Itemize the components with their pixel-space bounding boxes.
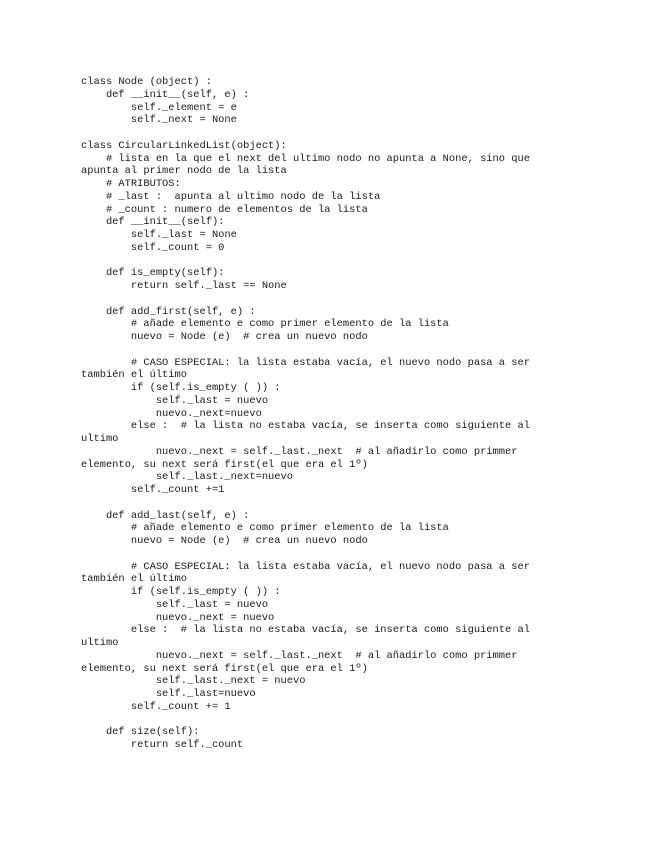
code-line: # ATRIBUTOS: [81, 178, 181, 190]
code-line: self._last = nuevo [81, 394, 269, 407]
code-line: nuevo._next = self._last._next # al añadirlo como primmer [81, 445, 518, 458]
code-line: self._last._next = nuevo [81, 675, 306, 688]
code-line: # _count : numero de elementos de la lista [81, 203, 368, 216]
code-line: elemento, su next será first(el que era el 1º) [81, 662, 368, 675]
code-line: también el último [81, 573, 188, 586]
code-line: self._last = nuevo [81, 598, 269, 611]
code-line: # añade elemento e como primer elemento de la lista [81, 522, 449, 535]
code-listing [81, 76, 581, 752]
code-line: apunta al primer nodo de la lista [81, 165, 287, 178]
code-line: ultimo [81, 433, 119, 445]
code-line: self._element = e [81, 101, 237, 114]
code-line: if (self.is_empty ( )) : [81, 586, 281, 598]
code-line: def __init__(self, e) : [81, 88, 250, 101]
code-line: # lista en la que el next del ultimo nodo no apunta a None, sino que [81, 152, 530, 165]
code-line: también el último [81, 369, 188, 382]
code-line: class CircularLinkedList(object): [81, 139, 287, 152]
blank-line [81, 127, 581, 140]
code-line: self._last = None [81, 229, 237, 241]
code-line: nuevo._next=nuevo [81, 407, 262, 420]
code-line: def size(self): [81, 726, 200, 739]
code-line: self._last=nuevo [81, 688, 256, 700]
code-line: self._next = None [81, 114, 237, 127]
code-line: nuevo._next = self._last._next # al añadirlo como primmer [81, 649, 518, 662]
blank-line [81, 714, 581, 727]
code-line: self._count +=1 [81, 484, 225, 496]
code-line: def __init__(self): [81, 216, 225, 229]
code-line: nuevo = Node (e) # crea un nuevo nodo [81, 535, 368, 547]
code-line: # _last : apunta al ultimo nodo de la lista [81, 190, 381, 203]
code-line: else : # la lista no estaba vacía, se inserta como siguiente al [81, 624, 530, 637]
code-line: def add_last(self, e) : [81, 509, 250, 522]
code-line: nuevo._next = nuevo [81, 611, 275, 624]
blank-line [81, 548, 581, 561]
code-line: class Node (object) : [81, 76, 212, 88]
blank-line [81, 344, 581, 357]
code-line: def is_empty(self): [81, 267, 225, 280]
blank-line [81, 497, 581, 510]
code-line: # CASO ESPECIAL: la lista estaba vacía, el nuevo nodo pasa a ser [81, 560, 530, 573]
code-line: # CASO ESPECIAL: la lista estaba vacía, el nuevo nodo pasa a ser [81, 356, 530, 369]
code-line: return self._count [81, 739, 244, 751]
code-line: nuevo = Node (e) # crea un nuevo nodo [81, 331, 368, 343]
code-line: # añade elemento e como primer elemento de la lista [81, 318, 449, 331]
blank-line [81, 255, 581, 268]
code-line: self._count = 0 [81, 241, 225, 254]
code-line: elemento, su next será first(el que era el 1º) [81, 458, 368, 471]
code-line: if (self.is_empty ( )) : [81, 382, 281, 394]
code-line: ultimo [81, 637, 119, 649]
code-line: else : # la lista no estaba vacía, se inserta como siguiente al [81, 420, 530, 433]
code-line: def add_first(self, e) : [81, 305, 256, 318]
code-line: return self._last == None [81, 280, 287, 292]
code-line: self._count += 1 [81, 700, 231, 713]
code-line: self._last._next=nuevo [81, 471, 294, 484]
blank-line [81, 293, 581, 306]
